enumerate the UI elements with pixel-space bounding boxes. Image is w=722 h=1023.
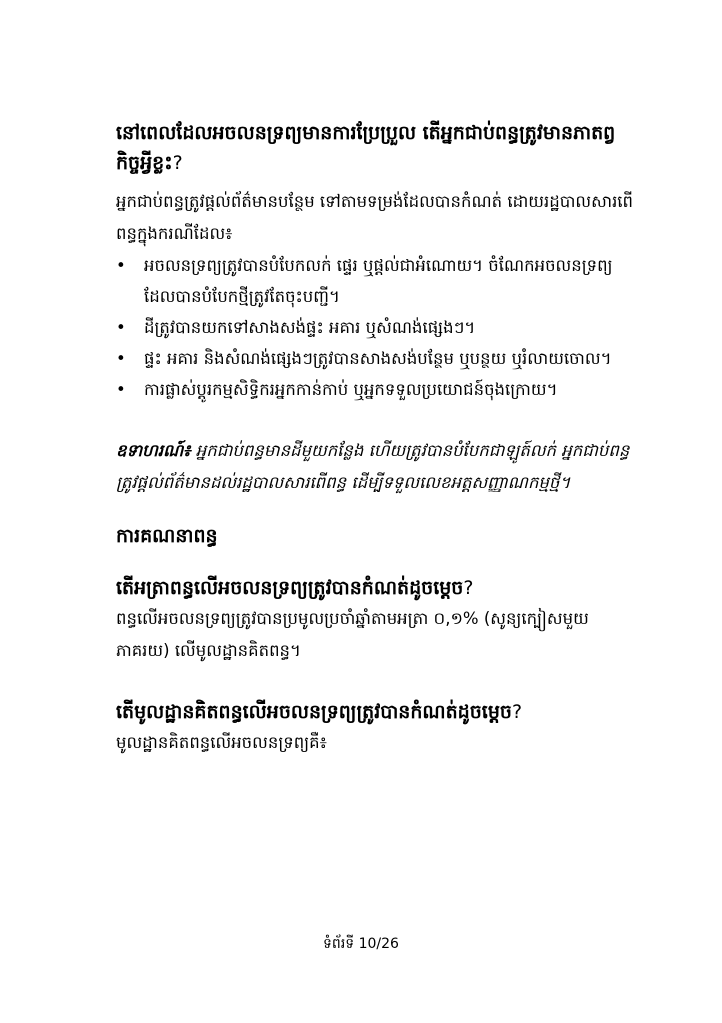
bullet-marker: • bbox=[116, 380, 126, 399]
tax-rate-heading-qmark: ? bbox=[463, 577, 474, 599]
tax-base-text: មូលដ្ឋានគិតពន្ធលើអចលនទ្រព្យគឺ៖ bbox=[116, 733, 327, 752]
page-number: ទំព័រទី 10/26 bbox=[323, 936, 399, 952]
tax-base-heading bbox=[116, 697, 636, 727]
bullet-marker: • bbox=[116, 318, 126, 337]
list-item bbox=[116, 374, 636, 405]
tax-base-heading-text: តើមូលដ្ឋានគិតពន្ធលើអចលនទ្រព្យត្រូវបានកំណត់ដូចម្តេច bbox=[116, 701, 512, 723]
list-item bbox=[116, 250, 636, 312]
obligations-heading-text: នៅពេលដែលអចលនទ្រព្យមានការប្រែប្រួល តើអ្នកជាប់ពន្ធត្រូវមានភាតព្វកិច្ចអ្វីខ្លះ bbox=[116, 122, 616, 174]
obligations-heading-qmark: ? bbox=[172, 152, 183, 174]
example-label: ឧទាហរណ៍៖ bbox=[116, 441, 191, 460]
bullet-marker: • bbox=[116, 256, 126, 275]
obligations-heading bbox=[116, 118, 636, 178]
list-item bbox=[116, 343, 636, 374]
list-item-text: ការផ្លាស់ប្តូរកម្មសិទ្ធិករអ្នកកាន់កាប់ ឬអ្នកទទួលប្រយោជន៍ចុងក្រោយ។ bbox=[144, 380, 558, 399]
tax-base-heading-qmark: ? bbox=[511, 701, 523, 723]
tax-calculation-title: ការគណនាពន្ធ bbox=[116, 525, 218, 547]
bullet-marker: • bbox=[116, 349, 126, 368]
obligations-intro: អ្នកជាប់ពន្ធត្រូវផ្តល់ព័ត៌មានបន្ថែម ទៅតាមទម្រង់ដែលបានកំណត់ ដោយរដ្ឋបាលសារពើពន្ធក្នុងករណីដែល៖ bbox=[116, 192, 634, 243]
list-item-text: ដីត្រូវបានយកទៅសាងសង់ផ្ទះ អគារ ឬសំណង់ផ្សេងៗ។ bbox=[144, 318, 476, 337]
tax-rate-heading-text: តើអត្រាពន្ធលើអចលនទ្រព្យត្រូវបានកំណត់ដូចម្តេច bbox=[116, 577, 464, 599]
list-item-text: ផ្ទះ អគារ និងសំណង់ផ្សេងៗត្រូវបានសាងសង់បន្ថែម ឬបន្ថយ ឬរំលាយចោល។ bbox=[144, 349, 612, 368]
example-paragraph bbox=[116, 435, 636, 499]
list-item-text: អចលនទ្រព្យត្រូវបានបំបែកលក់ ផ្ទេរ ឬផ្តល់ជាអំណោយ។ ចំណែកអចលនទ្រព្យដែលបានបំបែកថ្មីត្រូវតែចុះបញ្ជី។ bbox=[144, 256, 613, 306]
list-item bbox=[116, 312, 636, 343]
page-content bbox=[116, 118, 636, 759]
tax-rate-heading bbox=[116, 573, 636, 603]
tax-rate-text: ពន្ធលើអចលនទ្រព្យត្រូវបានប្រមូលប្រចាំឆ្នាំតាមអត្រា ០,១% (សូន្យក្បៀសមួយភាគរយ) លើមូលដ្ឋានគិតពន្ធ។ bbox=[116, 609, 589, 660]
example-text: អ្នកជាប់ពន្ធមានដីមួយកន្លែង ហើយត្រូវបានបំបែកជាឡូត៍លក់ អ្នកជាប់ពន្ធត្រូវផ្តល់ព័ត៌មានដល់រដ្ឋបាលសារពើពន្ធ ដើម្បីទទួលលេខអត្តសញ្ញាណកម្មថ្មី។ bbox=[116, 441, 630, 492]
obligations-list bbox=[116, 250, 636, 405]
